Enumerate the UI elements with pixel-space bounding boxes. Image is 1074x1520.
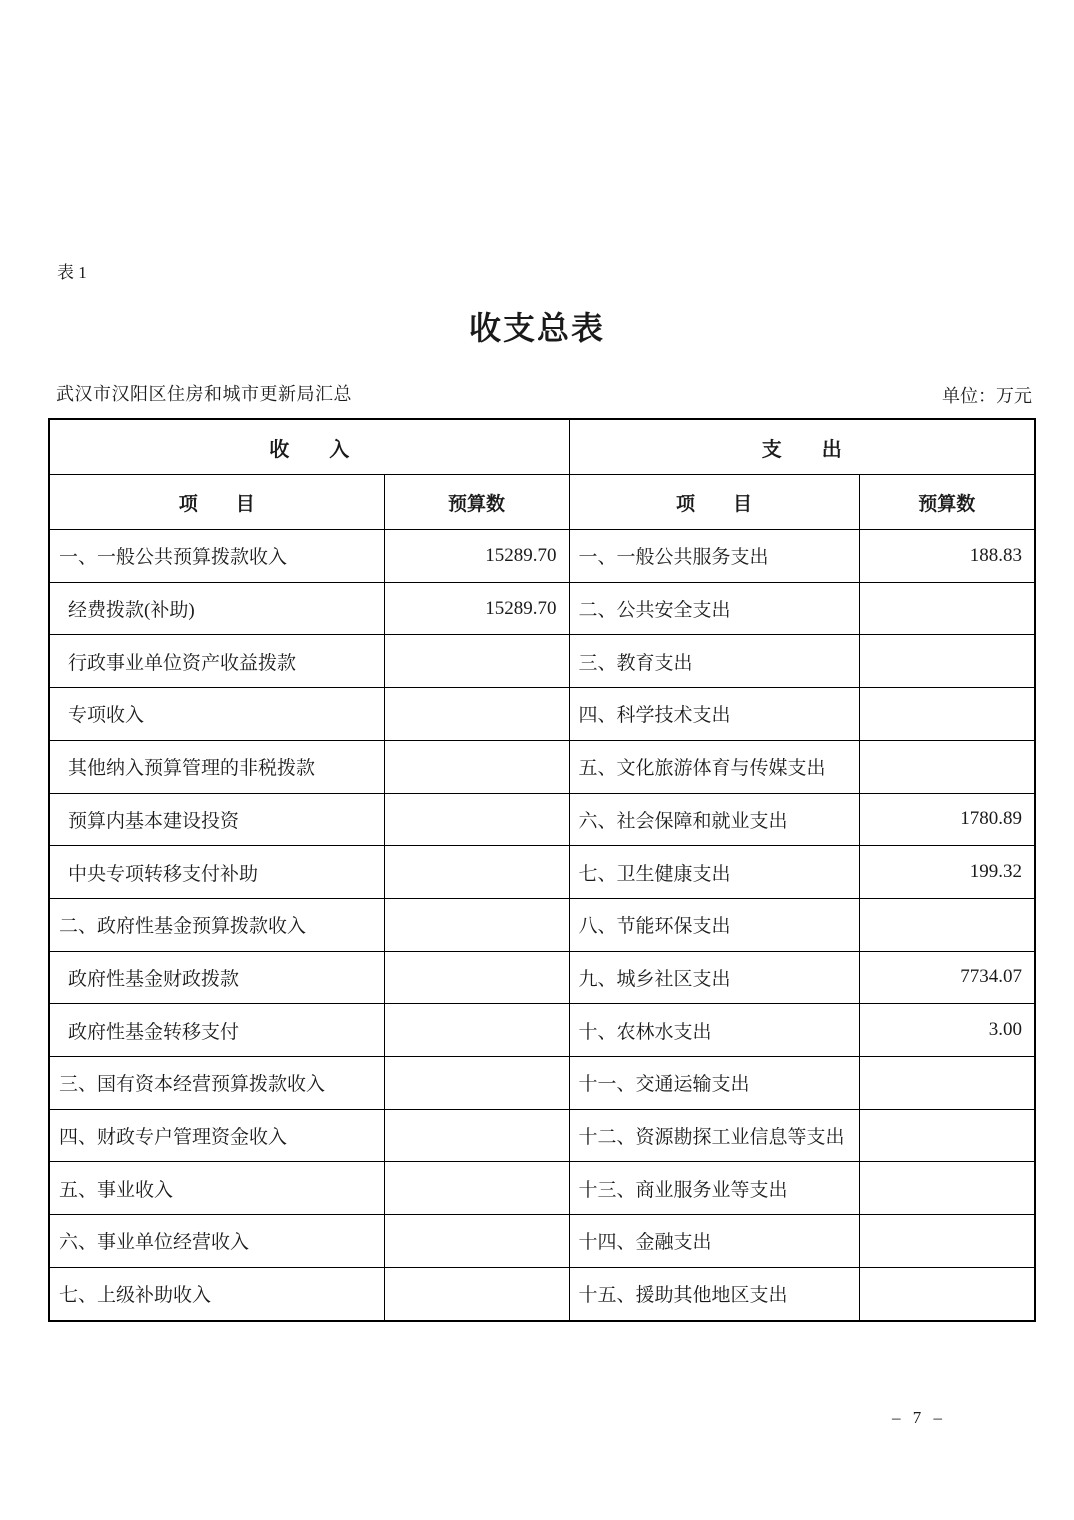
table-row — [49, 1162, 1035, 1215]
table-column-header-row — [49, 475, 1035, 530]
unit-label: 单位：万元 — [942, 386, 1032, 406]
expense-value — [859, 635, 1035, 688]
income-item: 专项收入 — [49, 688, 384, 741]
income-item: 四、财政专户管理资金收入 — [49, 1109, 384, 1162]
expense-item: 一、一般公共服务支出 — [569, 530, 859, 583]
expense-value — [859, 898, 1035, 951]
expense-item: 二、公共安全支出 — [569, 582, 859, 635]
expense-value — [859, 1057, 1035, 1110]
table-row — [49, 846, 1035, 899]
expense-value — [859, 688, 1035, 741]
expense-section-header: 支 出 — [569, 419, 1035, 475]
table-row — [49, 688, 1035, 741]
expense-item: 十一、交通运输支出 — [569, 1057, 859, 1110]
expense-value: 199.32 — [859, 846, 1035, 899]
income-item: 预算内基本建设投资 — [49, 793, 384, 846]
income-value — [384, 846, 569, 899]
expense-value: 3.00 — [859, 1004, 1035, 1057]
expense-value: 188.83 — [859, 530, 1035, 583]
expense-budget-header: 预算数 — [859, 475, 1035, 530]
table-row — [49, 582, 1035, 635]
income-item: 三、国有资本经营预算拨款收入 — [49, 1057, 384, 1110]
table-row — [49, 1215, 1035, 1268]
expense-item: 十二、资源勘探工业信息等支出 — [569, 1109, 859, 1162]
expense-item-header: 项 目 — [569, 475, 859, 530]
table-label: 表 1 — [57, 263, 87, 282]
expense-value: 1780.89 — [859, 793, 1035, 846]
income-budget-header: 预算数 — [384, 475, 569, 530]
income-value — [384, 1004, 569, 1057]
table-row — [49, 1057, 1035, 1110]
page-title: 收支总表 — [468, 310, 605, 346]
expense-value — [859, 1109, 1035, 1162]
income-item: 一、一般公共预算拨款收入 — [49, 530, 384, 583]
expense-value — [859, 1215, 1035, 1268]
expense-item: 七、卫生健康支出 — [569, 846, 859, 899]
table-row — [49, 951, 1035, 1004]
income-value — [384, 688, 569, 741]
expense-item: 九、城乡社区支出 — [569, 951, 859, 1004]
expense-item: 五、文化旅游体育与传媒支出 — [569, 740, 859, 793]
income-value — [384, 1109, 569, 1162]
expense-value — [859, 1162, 1035, 1215]
income-item: 政府性基金财政拨款 — [49, 951, 384, 1004]
income-value — [384, 740, 569, 793]
table-row — [49, 1109, 1035, 1162]
table-row — [49, 1267, 1035, 1321]
expense-item: 三、教育支出 — [569, 635, 859, 688]
income-value — [384, 898, 569, 951]
table-section-header-row — [49, 419, 1035, 475]
income-item: 经费拨款(补助) — [49, 582, 384, 635]
income-value: 15289.70 — [384, 582, 569, 635]
expense-item: 十、农林水支出 — [569, 1004, 859, 1057]
expense-value: 7734.07 — [859, 951, 1035, 1004]
income-value — [384, 635, 569, 688]
income-item: 二、政府性基金预算拨款收入 — [49, 898, 384, 951]
income-item: 中央专项转移支付补助 — [49, 846, 384, 899]
table-row — [49, 635, 1035, 688]
expense-value — [859, 1267, 1035, 1321]
expense-item: 十五、援助其他地区支出 — [569, 1267, 859, 1321]
expense-item: 十四、金融支出 — [569, 1215, 859, 1268]
expense-item: 八、节能环保支出 — [569, 898, 859, 951]
expense-value — [859, 740, 1035, 793]
budget-table — [48, 418, 1036, 1322]
table-row — [49, 793, 1035, 846]
organization-name: 武汉市汉阳区住房和城市更新局汇总 — [56, 384, 352, 404]
income-value — [384, 1057, 569, 1110]
income-item: 其他纳入预算管理的非税拨款 — [49, 740, 384, 793]
table-row — [49, 740, 1035, 793]
page-number: – 7 – — [892, 1408, 946, 1427]
income-item: 七、上级补助收入 — [49, 1267, 384, 1321]
income-value — [384, 1267, 569, 1321]
expense-value — [859, 582, 1035, 635]
expense-item: 四、科学技术支出 — [569, 688, 859, 741]
income-value — [384, 951, 569, 1004]
income-item: 行政事业单位资产收益拨款 — [49, 635, 384, 688]
income-value — [384, 1215, 569, 1268]
income-item: 六、事业单位经营收入 — [49, 1215, 384, 1268]
table-row — [49, 898, 1035, 951]
income-item-header: 项 目 — [49, 475, 384, 530]
expense-item: 十三、商业服务业等支出 — [569, 1162, 859, 1215]
table-row — [49, 1004, 1035, 1057]
income-value — [384, 793, 569, 846]
income-item: 五、事业收入 — [49, 1162, 384, 1215]
income-item: 政府性基金转移支付 — [49, 1004, 384, 1057]
expense-item: 六、社会保障和就业支出 — [569, 793, 859, 846]
income-value — [384, 1162, 569, 1215]
income-section-header: 收 入 — [49, 419, 569, 475]
income-value: 15289.70 — [384, 530, 569, 583]
table-row — [49, 530, 1035, 583]
